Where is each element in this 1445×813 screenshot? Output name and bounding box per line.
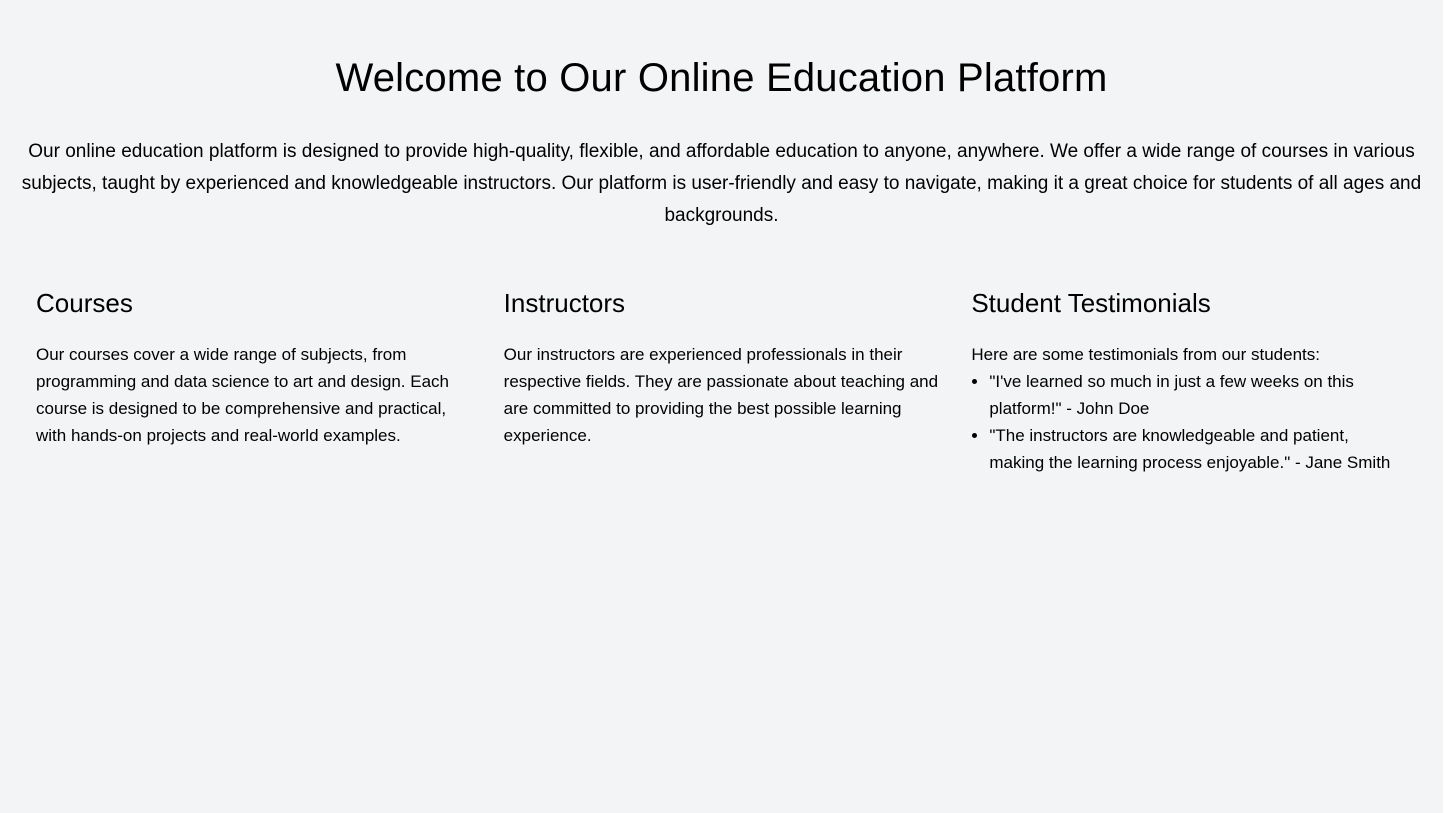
feature-columns [16,287,1427,476]
testimonials-section [955,287,1423,476]
testimonial-item: • "I've learned so much in just a few weeks on this platform!" - John Doe [989,368,1407,422]
instructors-text: Our instructors are experienced professionals in their respective fields. They are passionate about teaching and are committed to providing the best possible learning experience. [503,345,939,445]
courses-heading: Courses [36,288,133,318]
testimonials-heading: Student Testimonials [971,288,1211,318]
testimonial-item: • "The instructors are knowledgeable and patient, making the learning process enjoyable." - Jane Smith [989,422,1407,476]
testimonials-lead: Here are some testimonials from our students: [971,345,1320,364]
courses-section [20,287,488,476]
intro-paragraph: Our online education platform is designed to provide high-quality, flexible, and affordable education to anyone, anywhere. We offer a wide range of courses in various subjects, taught by experienced and knowledgeable instructors. Our platform is user-friendly and easy to navigate, making it a great choice for students of all ages and backgrounds. [21,141,1422,226]
instructors-section [488,287,956,476]
testimonials-list [971,368,1407,476]
page-title: Welcome to Our Online Education Platform [335,56,1108,100]
courses-text: Our courses cover a wide range of subjects, from programming and data science to art and design. Each course is designed to be comprehensive and practical, with hands-on projects and real-world examples. [36,345,449,445]
instructors-heading: Instructors [503,288,626,318]
